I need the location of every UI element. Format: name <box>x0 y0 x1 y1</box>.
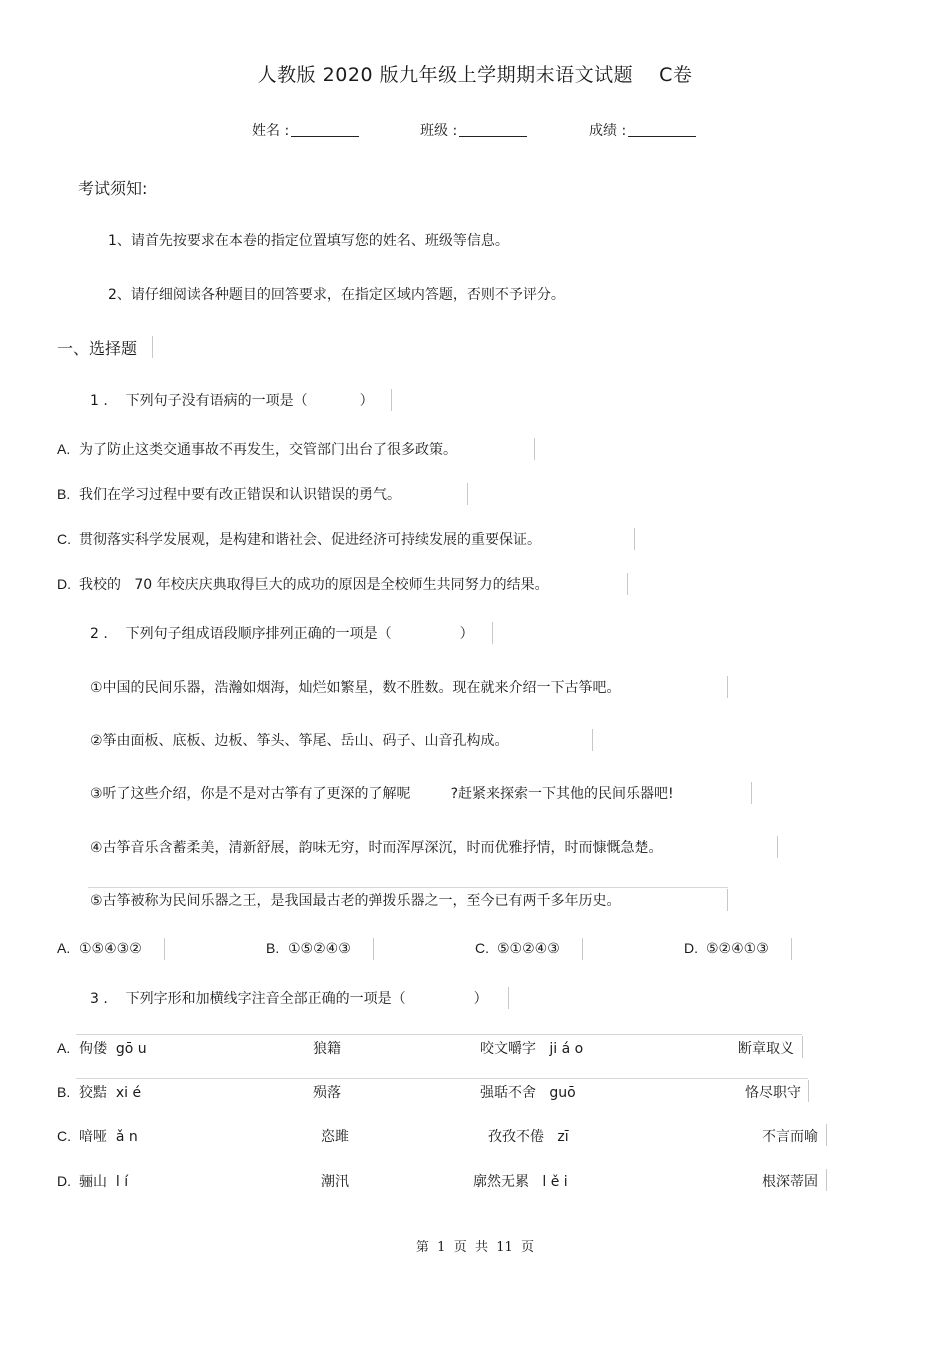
question-number: 2 . <box>90 626 108 642</box>
option-word: 根深蒂固 <box>762 1174 818 1190</box>
divider <box>826 1169 827 1191</box>
q2-option-d[interactable] <box>684 940 769 957</box>
divider <box>492 622 493 644</box>
option-letter: B. <box>266 940 280 956</box>
question-stem: 下列句子组成语段顺序排列正确的一项是（ <box>125 626 392 642</box>
option-letter: A. <box>57 940 71 956</box>
divider <box>826 1124 827 1146</box>
name-label: 姓名 : <box>252 123 290 139</box>
divider <box>751 782 752 804</box>
section-heading: 一、选择题 <box>57 339 138 358</box>
divider <box>534 438 535 460</box>
question-number: 3 . <box>90 991 108 1007</box>
q1-option-a[interactable] <box>57 439 457 459</box>
q3-option-a[interactable] <box>57 1038 147 1058</box>
option-text: ①⑤②④③ <box>288 941 351 957</box>
option-letter: C. <box>57 1128 71 1144</box>
q2-option-a[interactable] <box>57 940 142 957</box>
option-word: 不言而喻 <box>762 1129 818 1145</box>
title-main: 人教版 2020 版九年级上学期期末语文试题 <box>257 64 634 86</box>
option-word: 狡黠 xi é <box>79 1085 142 1101</box>
divider <box>467 483 468 505</box>
option-letter: C. <box>57 531 71 547</box>
divider <box>391 389 392 411</box>
divider <box>88 887 728 888</box>
score-blank[interactable] <box>628 122 696 137</box>
divider <box>76 1078 808 1079</box>
divider <box>808 1080 809 1102</box>
divider <box>164 938 165 960</box>
question-1 <box>90 390 374 410</box>
sentence: ①中国的民间乐器，浩瀚如烟海，灿烂如繁星，数不胜数。现在就来介绍一下古筝吧。 <box>90 680 621 696</box>
sentence: ⑤古筝被称为民间乐器之王，是我国最古老的弹拨乐器之一，至今已有两千多年历史。 <box>90 893 621 909</box>
question-stem: 下列字形和加横线字注音全部正确的一项是（ <box>125 991 406 1007</box>
option-letter: D. <box>57 1173 71 1189</box>
option-word: 断章取义 <box>738 1041 794 1057</box>
class-field[interactable] <box>420 120 527 140</box>
divider <box>508 987 509 1009</box>
divider <box>634 528 635 550</box>
option-letter: D. <box>684 940 698 956</box>
option-letter: A. <box>57 441 71 457</box>
option-letter: B. <box>57 486 71 502</box>
option-text: 为了防止这类交通事故不再发生，交管部门出台了很多政策。 <box>79 442 457 458</box>
notice-item: 1、请首先按要求在本卷的指定位置填写您的姓名、班级等信息。 <box>108 233 509 249</box>
notice-item: 2、请仔细阅读各种题目的回答要求，在指定区域内答题，否则不予评分。 <box>108 287 565 303</box>
option-word: 潮汛 <box>321 1174 349 1190</box>
score-label: 成绩 : <box>589 123 627 139</box>
divider <box>802 1036 803 1058</box>
option-word: 骊山 l í <box>79 1174 129 1190</box>
option-word: 佝偻 gō u <box>79 1041 147 1057</box>
divider <box>76 1034 802 1035</box>
option-word: 强聒不舍 guō <box>480 1085 576 1101</box>
divider <box>582 938 583 960</box>
q2-option-b[interactable] <box>266 940 351 957</box>
q1-option-d[interactable] <box>57 574 549 594</box>
q1-option-c[interactable] <box>57 529 541 549</box>
name-blank[interactable] <box>291 122 359 137</box>
divider <box>592 729 593 751</box>
q3-option-d[interactable] <box>57 1171 128 1191</box>
page-title <box>0 60 950 87</box>
option-word: 咬文嚼字 ji á o <box>480 1041 584 1057</box>
option-word: 殒落 <box>313 1085 341 1101</box>
option-letter: A. <box>57 1040 71 1056</box>
divider <box>152 336 153 358</box>
divider <box>777 836 778 858</box>
divider <box>727 676 728 698</box>
option-word: 孜孜不倦 zī <box>488 1129 569 1145</box>
option-letter: B. <box>57 1084 71 1100</box>
name-field[interactable] <box>252 120 359 140</box>
paren-close: ） <box>459 626 474 642</box>
option-text: ①⑤④③② <box>79 941 142 957</box>
notice-heading: 考试须知: <box>78 179 148 198</box>
option-text: ⑤①②④③ <box>497 941 560 957</box>
divider <box>627 573 628 595</box>
q3-option-c[interactable] <box>57 1126 138 1146</box>
question-3 <box>90 988 488 1008</box>
divider <box>373 938 374 960</box>
question-2 <box>90 623 474 643</box>
option-text: ⑤②④①③ <box>706 941 769 957</box>
sentence: ②筝由面板、底板、边板、筝头、筝尾、岳山、码子、山音孔构成。 <box>90 733 509 749</box>
q3-option-b[interactable] <box>57 1082 141 1102</box>
option-word: 廓然无累 l ě i <box>473 1174 568 1190</box>
option-text: 我们在学习过程中要有改正错误和认识错误的勇气。 <box>79 487 401 503</box>
question-stem: 下列句子没有语病的一项是（ <box>125 393 308 409</box>
option-word: 恪尽职守 <box>745 1085 801 1101</box>
option-word: 狼籍 <box>313 1041 341 1057</box>
class-blank[interactable] <box>459 122 527 137</box>
sentence: ③听了这些介绍，你是不是对古筝有了更深的了解呢 ?赶紧来探索一下其他的民间乐器吧! <box>90 786 674 802</box>
q2-option-c[interactable] <box>475 940 560 957</box>
option-word: 喑哑 ǎ n <box>79 1129 138 1145</box>
paren-close: ） <box>473 991 488 1007</box>
divider <box>791 938 792 960</box>
option-letter: D. <box>57 576 71 592</box>
option-text: 我校的 70 年校庆庆典取得巨大的成功的原因是全校师生共同努力的结果。 <box>79 577 549 593</box>
sentence: ④古筝音乐含蓄柔美，清新舒展，韵味无穷，时而浑厚深沉，时而优雅抒情，时而慷慨急楚。 <box>90 840 663 856</box>
page-number: 第 1 页 共 11 页 <box>415 1240 535 1255</box>
title-suffix: C卷 <box>659 64 693 86</box>
question-number: 1 . <box>90 393 108 409</box>
option-word: 恣雎 <box>321 1129 349 1145</box>
class-label: 班级 : <box>420 123 458 139</box>
q1-option-b[interactable] <box>57 484 401 504</box>
score-field[interactable] <box>589 120 696 140</box>
option-text: 贯彻落实科学发展观，是构建和谐社会、促进经济可持续发展的重要保证。 <box>79 532 541 548</box>
option-letter: C. <box>475 940 489 956</box>
divider <box>727 889 728 911</box>
paren-close: ） <box>359 393 374 409</box>
